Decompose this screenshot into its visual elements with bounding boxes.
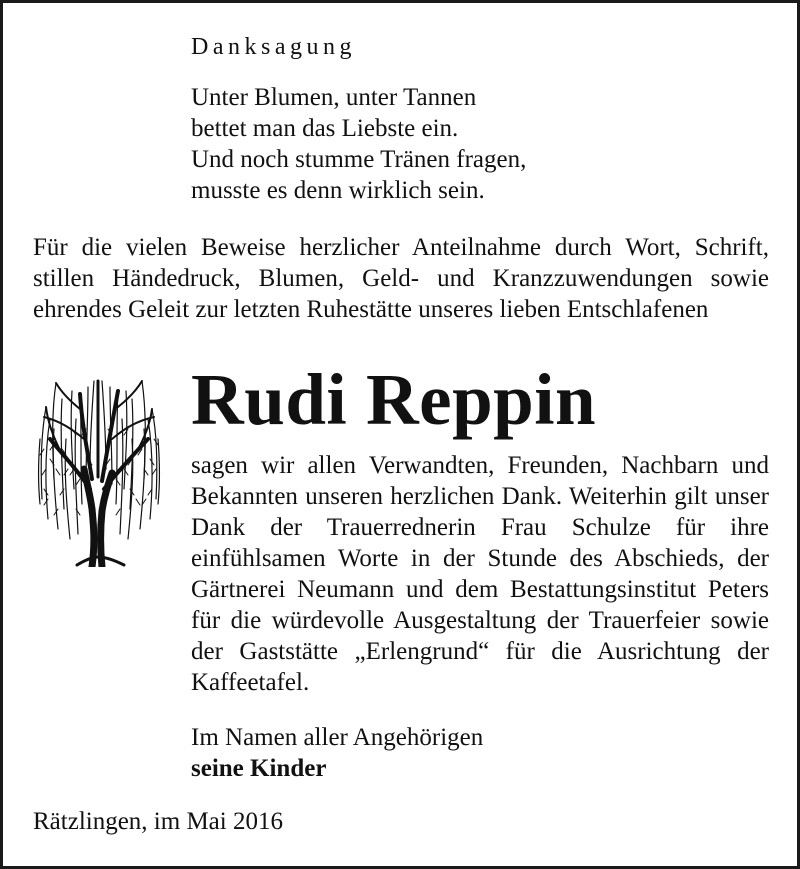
willow-tree-icon <box>32 369 164 567</box>
thanks-paragraph: sagen wir allen Verwandten, Freunden, Nachbarn und Bekannten unseren herzlichen Dank. Weiterhin gilt unser Dank der Trauerrednerin Frau Schulze für ihre einfühlsamen Worte in der Stunde des Abschieds, der Gärtnerei Neumann und dem Bestattungsinstitut Peters für die würdevolle Ausgestaltung der Trauerfeier sowie der Gaststätte „Erlengrund“ für die Ausrichtung der Kaffeetafel. <box>191 452 769 696</box>
notice-heading: Danksagung <box>191 34 356 60</box>
deceased-name: Rudi Reppin <box>191 359 597 440</box>
signature-line: Im Namen aller Angehörigen <box>191 724 484 751</box>
place-date: Rätzlingen, im Mai 2016 <box>33 808 283 835</box>
intro-paragraph: Für die vielen Beweise herzlicher Anteilnahme durch Wort, Schrift, stillen Händedruck, Blumen, Geld- und Kranzzuwendungen sowie ehrendes Geleit zur letzten Ruhestätte unseres lieben Entschlafenen <box>33 234 769 323</box>
poem: Unter Blumen, unter Tannen bettet man das Liebste ein. Und noch stumme Tränen fragen, musste es denn wirklich sein. <box>191 84 527 204</box>
signature-name: seine Kinder <box>191 755 327 782</box>
